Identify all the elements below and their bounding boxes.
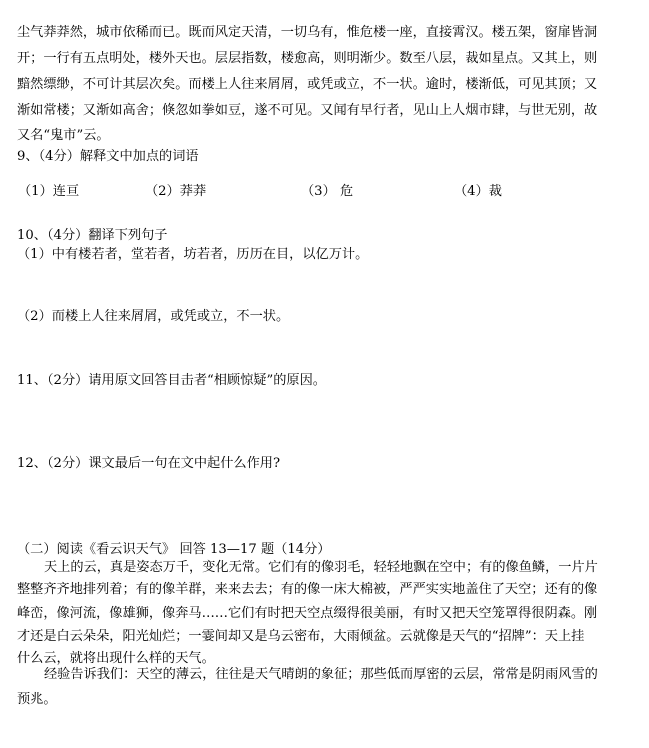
passage-line: 渐如常楼；又渐如高舍；倏忽如拳如豆，遂不可见。又闻有早行者，见山上人烟市肆，与世无别，故	[17, 103, 598, 118]
passage-line: 黯然缥缈，不可计其层次矣。而楼上人往来屑屑，或凭或立，不一状。逾时，楼渐低，可见其顶；又	[17, 77, 598, 92]
question-10-title: 10、（4分）翻译下列句子	[17, 228, 168, 243]
section-2-para2-line: 预兆。	[17, 692, 57, 707]
section-2-para1-line: 峰峦，像河流，像雄狮，像奔马……它们有时把天空点缀得很美丽，有时又把天空笼罩得很阴森。刚	[17, 606, 598, 621]
passage-line: 开；一行有五点明处，楼外天也。层层指数，楼愈高，则明渐少。数至八层，裁如星点。又其上，则	[17, 51, 598, 66]
q9-option-3: （3） 危	[301, 184, 354, 199]
question-10-item-2: （2）而楼上人往来屑屑，或凭或立，不一状。	[17, 309, 290, 324]
section-2-para1-line: 才还是白云朵朵，阳光灿烂；一霎间却又是乌云密布，大雨倾盆。云就像是天气的“招牌”：天上挂	[17, 629, 585, 644]
section-2-para1-line: 整整齐齐地排列着；有的像羊群，来来去去；有的像一床大棉被，严严实实地盖住了天空；还有的像	[17, 582, 598, 597]
section-2-para1-line: 天上的云，真是姿态万千，变化无常。它们有的像羽毛，轻轻地飘在空中；有的像鱼鳞，一片片	[44, 560, 598, 575]
question-11-title: 11、（2分）请用原文回答目击者“相顾惊疑”的原因。	[17, 373, 326, 388]
q9-option-4: （4）裁	[454, 184, 502, 199]
passage-line: 尘气莽莽然，城市依稀而已。既而风定天清，一切乌有，惟危楼一座，直接霄汉。楼五架，窗扉皆洞	[17, 25, 598, 40]
question-9-title: 9、（4分）解释文中加点的词语	[17, 149, 199, 164]
question-12-title: 12、（2分）课文最后一句在文中起什么作用?	[17, 456, 281, 471]
passage-line: 又名“鬼市”云。	[17, 128, 110, 143]
section-2-para1-line: 什么云，就将出现什么样的天气。	[17, 651, 215, 666]
section-2-para2-line: 经验告诉我们：天空的薄云，往往是天气晴朗的象征；那些低而厚密的云层，常常是阴雨风雪的	[44, 667, 598, 682]
section-2-heading: （二）阅读《看云识天气》 回答 13—17 题（14分）	[17, 542, 331, 557]
q9-option-2: （2）莽莽	[145, 184, 207, 199]
q9-option-1: （1）连亘	[18, 184, 80, 199]
question-10-item-1: （1）中有楼若者，堂若者，坊若者，历历在目，以亿万计。	[17, 247, 369, 262]
